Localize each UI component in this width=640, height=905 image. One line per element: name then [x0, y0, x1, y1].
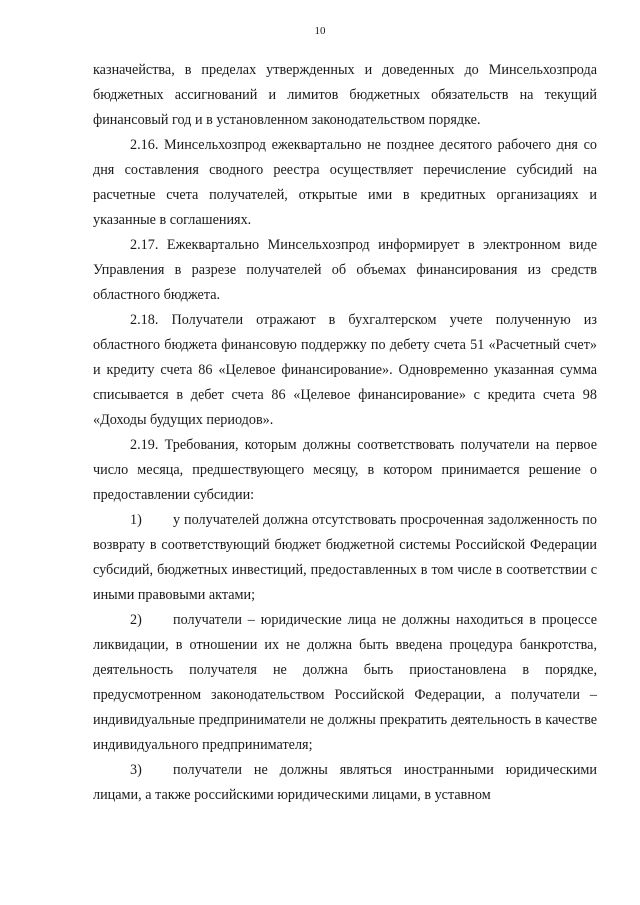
paragraph-2-18 — [93, 308, 597, 433]
paragraph-2-19 — [93, 433, 597, 508]
list-item-number: 2) — [130, 612, 142, 628]
list-item-text: получатели не должны являться иностранными юридическими лицами, а также российскими юридическими лицами, в уставном — [93, 762, 597, 803]
list-item-1 — [93, 508, 597, 608]
list-item-number: 3) — [130, 762, 142, 778]
page-number: 10 — [314, 25, 326, 37]
paragraph-2-16 — [93, 133, 597, 233]
paragraph-continuation — [93, 58, 597, 133]
paragraph-text: 2.16. Минсельхозпрод ежеквартально не позднее десятого рабочего дня со дня составления сводного реестра осуществляет перечисление субсидий на расчетные счета получателей, открытые ими в кредитных организациях и указанные в соглашениях. — [93, 137, 597, 228]
paragraph-text: 2.18. Получатели отражают в бухгалтерском учете полученную из областного бюджета финансовую поддержку по дебету счета 51 «Расчетный счет» и кредиту счета 86 «Целевое финансирование». Одновременно указанная сумма списывается в дебет счета 86 «Целевое финансирование» с кредита счета 98 «Доходы будущих периодов». — [93, 312, 597, 428]
paragraph-text: 2.19. Требования, которым должны соответствовать получатели на первое число месяца, предшествующего месяцу, в котором принимается решение о предоставлении субсидии: — [93, 437, 597, 503]
paragraph-text: 2.17. Ежеквартально Минсельхозпрод информирует в электронном виде Управления в разрезе получателей об объемах финансирования из средств областного бюджета. — [93, 237, 597, 303]
list-item-2 — [93, 608, 597, 758]
paragraph-2-17 — [93, 233, 597, 308]
list-item-number: 1) — [130, 512, 142, 528]
paragraph-text: казначейства, в пределах утвержденных и доведенных до Минсельхозпрода бюджетных ассигнований и лимитов бюджетных обязательств на текущий финансовый год и в установленном законодательством порядке. — [93, 62, 597, 128]
list-item-3 — [93, 758, 597, 808]
list-item-text: получатели – юридические лица не должны находиться в процессе ликвидации, в отношении их не должна быть введена процедура банкротства, деятельность получателя не должна быть приостановлена в порядке, предусмотренном законодательством Российской Федерации, а получатели – индивидуальные предприниматели не должны прекратить деятельность в качестве индивидуального предпринимателя; — [93, 612, 597, 753]
list-item-text: у получателей должна отсутствовать просроченная задолженность по возврату в соответствующий бюджет бюджетной системы Российской Федерации субсидий, бюджетных инвестиций, предоставленных в том числе в соответствии с иными правовыми актами; — [93, 512, 597, 603]
document-body — [93, 58, 597, 808]
